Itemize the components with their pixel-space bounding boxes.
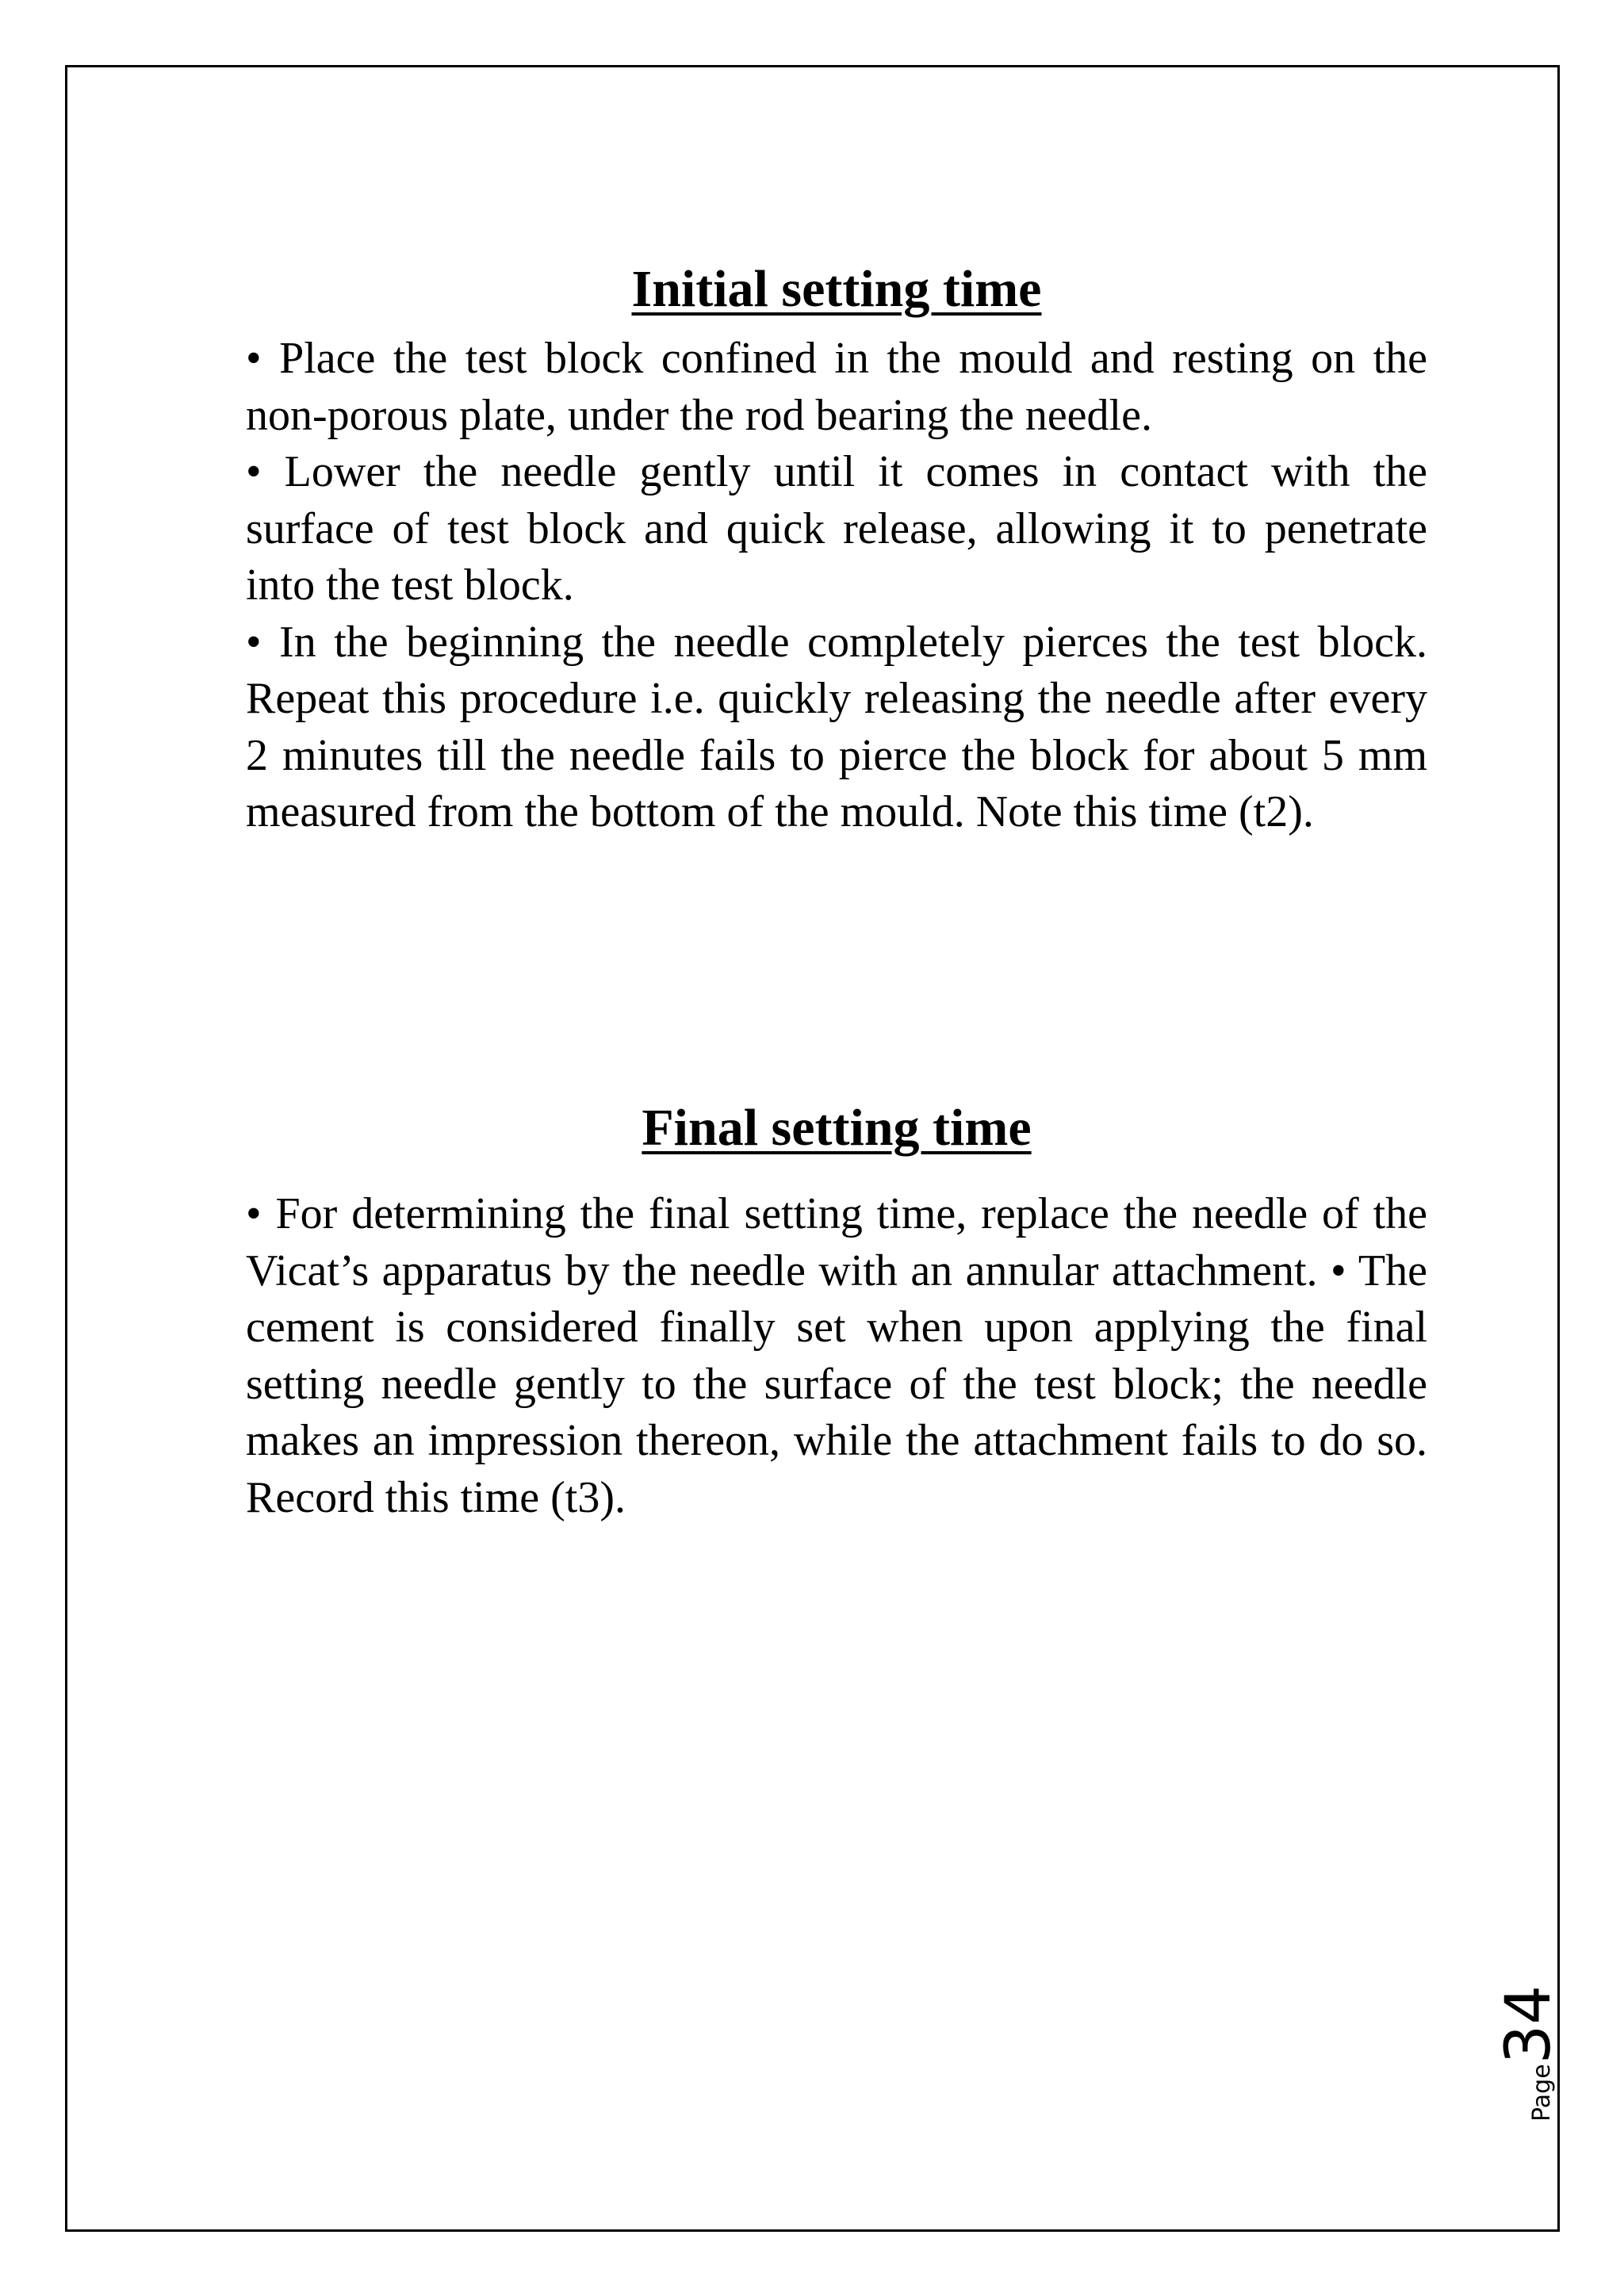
paragraph: • In the beginning the needle completely pierces the test block. Repeat this procedure i.e. quickly releasing the needle after every 2 minutes till the needle fails to pierce the block for about 5 mm measured from the bottom of the mould. Note this time (t2). <box>246 617 1427 836</box>
page-number-value: 34 <box>1493 1985 1565 2064</box>
page-label: Page <box>1528 2064 1556 2122</box>
final-setting-section <box>246 1099 1427 1526</box>
page-number <box>1493 1974 1565 2133</box>
section-title: Final setting time <box>642 1099 1032 1157</box>
paragraph: • Lower the needle gently until it comes in contact with the surface of test block and quick release, allowing it to penetrate into the test block. <box>246 447 1427 610</box>
initial-setting-section <box>246 260 1427 841</box>
paragraph: • For determining the final setting time, replace the needle of the Vicat’s apparatus by the needle with an annular attachment. • The cement is considered finally set when upon applying the final setting needle gently to the surface of the test block; the needle makes an impression thereon, while the attachment fails to do so. Record this time (t3). <box>246 1189 1427 1522</box>
paragraph: • Place the test block confined in the mould and resting on the non-porous plate, under the rod bearing the needle. <box>246 334 1427 440</box>
section-title: Initial setting time <box>631 260 1042 318</box>
